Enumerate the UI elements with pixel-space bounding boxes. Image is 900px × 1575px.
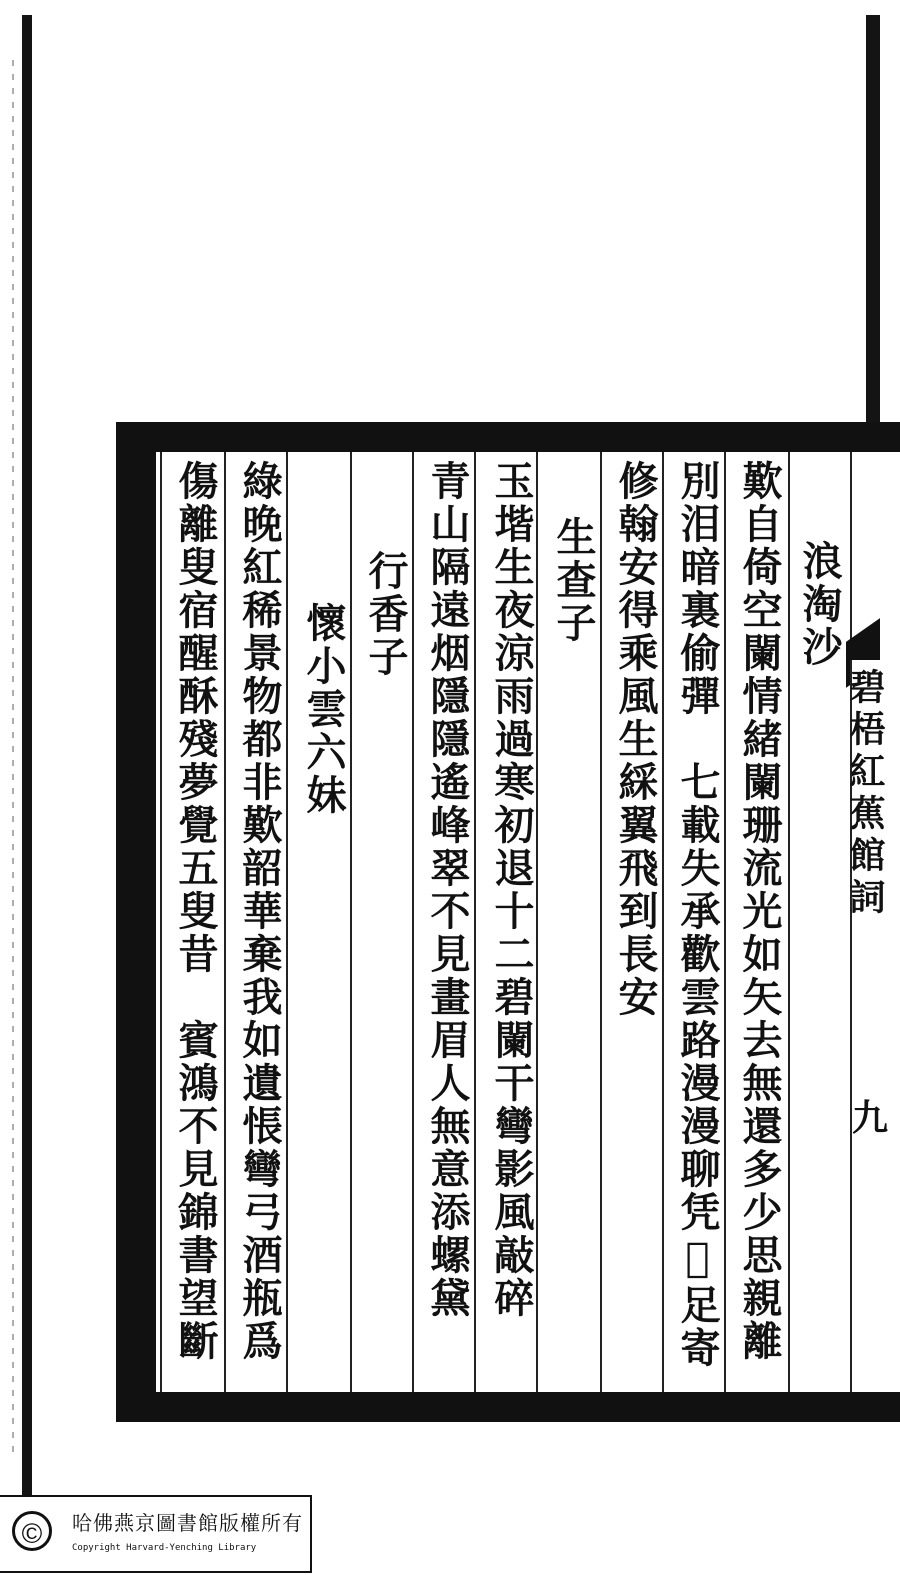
poem-title-xingxiangzi: 行香子 — [362, 550, 409, 679]
column-rule — [412, 452, 414, 1392]
column-rule — [224, 452, 226, 1392]
fold-strip-title: 碧梧紅蕉館詞 — [844, 668, 886, 920]
poem-title-langtaosha: 浪淘沙 — [796, 540, 843, 669]
fold-strip-volume-mark: 九 — [852, 1097, 889, 1139]
scan-border-left — [22, 15, 32, 1495]
column-rule — [160, 452, 162, 1392]
poem-line: 傷離叟宿醒酥殘夢覺五叟昔 賓鴻不見錦書望斷 — [172, 460, 219, 1363]
copyright-icon: © — [12, 1511, 52, 1551]
column-rule — [474, 452, 476, 1392]
poem-line: 綠晚紅稀景物都非歎韶華棄我如遺悵彎弓酒瓶爲 — [236, 460, 283, 1363]
copyright-stamp — [0, 1495, 312, 1573]
scan-border-left-faint — [12, 60, 14, 1460]
printed-page — [156, 452, 900, 1392]
copyright-chinese: 哈佛燕京圖書館版權所有 — [72, 1511, 303, 1535]
column-rule — [536, 452, 538, 1392]
column-rule — [724, 452, 726, 1392]
poem-title-shengchazi: 生查子 — [550, 516, 597, 645]
copyright-english: Copyright Harvard-Yenching Library — [72, 1543, 257, 1553]
column-rule — [788, 452, 790, 1392]
poem-subtitle: 懷小雲六妹 — [300, 602, 347, 817]
poem-line: 別泪暗裏偷彈 七載失承歡雲路漫漫聊凭𢧐足寄 — [674, 460, 721, 1370]
scan-border-right — [866, 15, 880, 427]
column-rule — [350, 452, 352, 1392]
poem-line: 青山隔遠烟隱隱遙峰翠不見畫眉人無意添螺黛 — [424, 460, 471, 1320]
poem-line: 修翰安得乘風生綵翼飛到長安 — [612, 460, 659, 1019]
poem-line: 歎自倚空闌情緒闌珊流光如矢去無還多少思親離 — [736, 460, 783, 1363]
column-rule — [600, 452, 602, 1392]
printed-page-frame — [116, 422, 900, 1422]
column-rule — [662, 452, 664, 1392]
column-rule — [286, 452, 288, 1392]
poem-line: 玉堦生夜涼雨過寒初退十二碧闌干彎影風敲碎 — [488, 460, 535, 1320]
